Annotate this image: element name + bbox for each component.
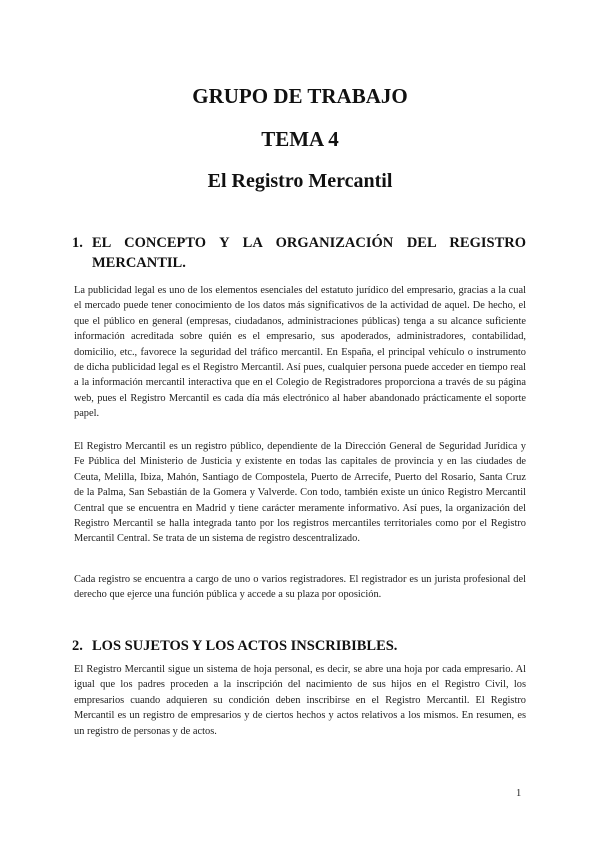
section-2-paragraph-1: El Registro Mercantil sigue un sistema de hoja personal, es decir, se abre una hoja por cada empresario. Al igual que los padres proceden a la inscripción del nacimiento de sus hijos en el Registro Civil, los empresarios cuando adquieren su condición deben inscribirse en el Registro Mercantil. El Registro Mercantil es un registro de empresarios y de ciertos hechos y actos relativos a los mismos. En resumen, es un registro de personas y de actos.	[74, 664, 526, 737]
section-1-number: 1.	[72, 235, 83, 251]
section-1-paragraph-3: Cada registro se encuentra a cargo de uno o varios registradores. El registrador es un jurista profesional del derecho que ejerce una función pública y accede a su plaza por oposición.	[74, 574, 526, 601]
section-2-title: LOS SUJETOS Y LOS ACTOS INSCRIBIBLES.	[92, 638, 398, 654]
section-2-heading	[72, 636, 526, 656]
section-1-heading	[72, 233, 526, 273]
document-group-title: GRUPO DE TRABAJO	[192, 84, 408, 108]
section-1-paragraph-1: La publicidad legal es uno de los elementos esenciales del estatuto jurídico del empresario, gracias a la cual el mercado puede tener conocimiento de los datos más significativos de la actividad de aquel. De hecho, el que el público en general (empresas, ciudadanos, administraciones públicas) tenga a su alcance suficiente información acreditada sobre quién es el empresario, sus apoderados, administradores, contabilidad, domicilio, etc., favorece la seguridad del tráfico mercantil. En España, el principal vehículo o instrumento de dicha publicidad legal es el Registro Mercantil. Así pues, cualquier persona puede acceder en tiempo real a la información mercantil interactiva que en el Colegio de Registradores proporciona a través de su página web, pues el Registro Mercantil es cada día más electrónico al haber abandonado prácticamente el soporte papel.	[74, 285, 526, 420]
document-subtitle: El Registro Mercantil	[207, 170, 393, 192]
page-number: 1	[516, 788, 522, 799]
section-1-title: EL CONCEPTO Y LA ORGANIZACIÓN DEL REGISTRO MERCANTIL.	[92, 235, 526, 271]
document-tema-title: TEMA 4	[261, 127, 339, 151]
section-2-number: 2.	[72, 638, 83, 654]
section-1-paragraph-2: El Registro Mercantil es un registro público, dependiente de la Dirección General de Seguridad Jurídica y Fe Pública del Ministerio de Justicia y existente en todas las capitales de provincia y en las ciudades de Ceuta, Melilla, Ibiza, Mahón, Santiago de Compostela, Puerto de Arrecife, Puerto del Rosario, Santa Cruz de la Palma, San Sebastián de la Gomera y Valverde. Con todo, también existe un único Registro Mercantil Central que se encuentra en Madrid y tiene carácter meramente informativo. Así pues, la organización del Registro Mercantil se halla integrada tanto por los registros mercantiles territoriales como por el Registro Mercantil Central. Se trata de un sistema de registro descentralizado.	[74, 441, 526, 545]
